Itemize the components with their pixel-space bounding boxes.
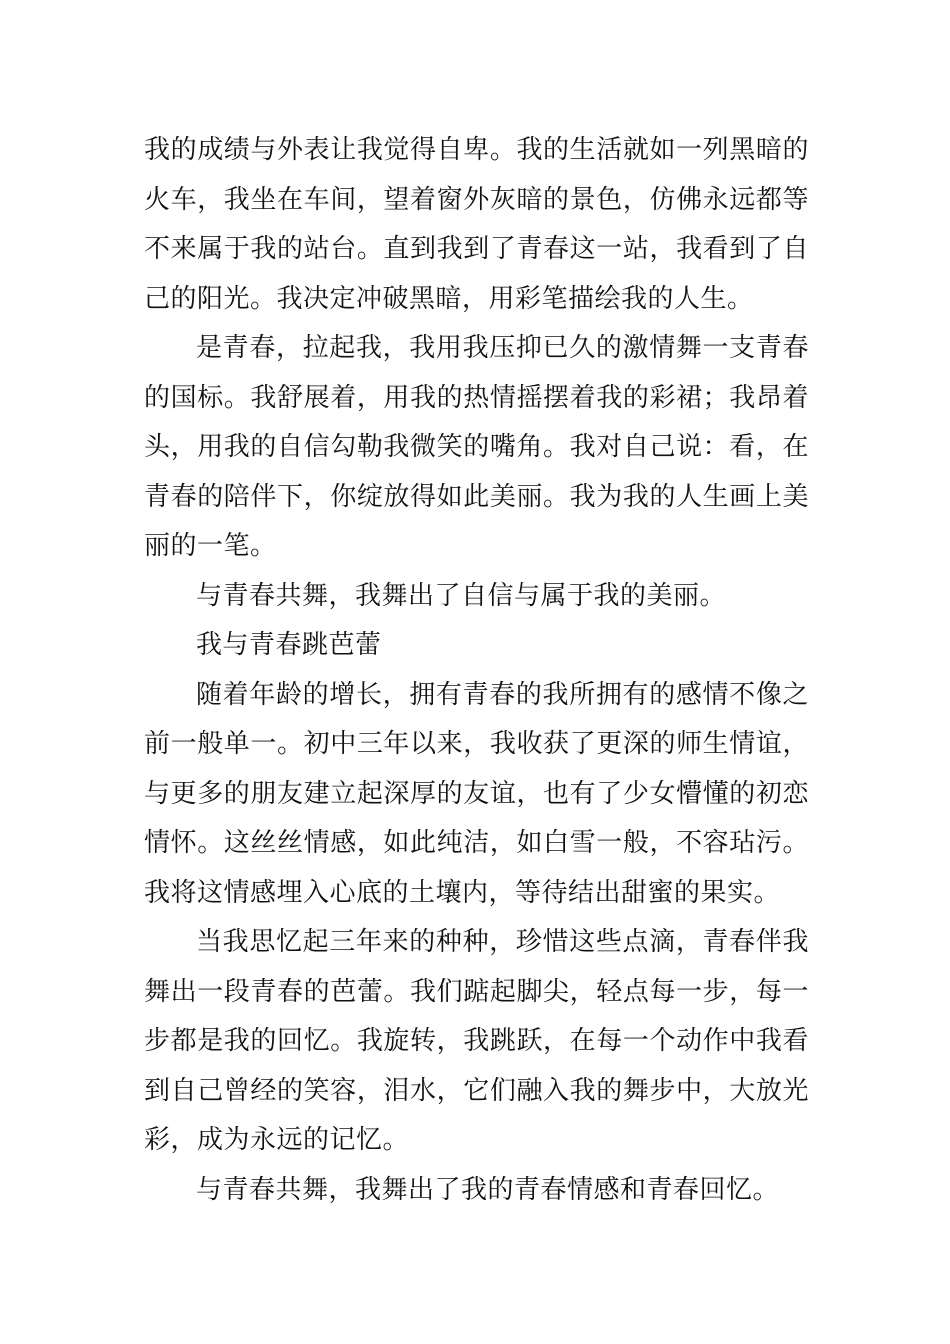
paragraph-continuation: 我的成绩与外表让我觉得自卑。我的生活就如一列黑暗的火车，我坐在车间，望着窗外灰暗的景色，仿佛永远都等不来属于我的站台。直到我到了青春这一站，我看到了自己的阳光。我决定冲破黑暗，用彩笔描绘我的人生。 [144,135,809,314]
paragraph: 随着年龄的增长，拥有青春的我所拥有的感情不像之前一般单一。初中三年以来，我收获了更深的师生情谊，与更多的朋友建立起深厚的友谊，也有了少女懵懂的初恋情怀。这丝丝情感，如此纯洁，如白雪一般，不容玷污。我将这情感埋入心底的土壤内，等待结出甜蜜的果实。 [144,679,809,908]
document-body [144,126,809,1215]
paragraph: 当我思忆起三年来的种种，珍惜这些点滴，青春伴我舞出一段青春的芭蕾。我们踮起脚尖，轻点每一步，每一步都是我的回忆。我旋转，我跳跃，在每一个动作中我看到自己曾经的笑容，泪水，它们融入我的舞步中，大放光彩，成为永远的记忆。 [144,927,809,1155]
section-heading: 我与青春跳芭蕾 [196,630,382,660]
paragraph: 与青春共舞，我舞出了我的青春情感和青春回忆。 [196,1174,780,1205]
paragraph: 与青春共舞，我舞出了自信与属于我的美丽。 [196,580,727,611]
paragraph: 是青春，拉起我，我用我压抑已久的激情舞一支青春的国标。我舒展着，用我的热情摇摆着我的彩裙；我昂着头，用我的自信勾勒我微笑的嘴角。我对自己说：看，在青春的陪伴下，你绽放得如此美丽。我为我的人生画上美丽的一笔。 [144,333,809,561]
